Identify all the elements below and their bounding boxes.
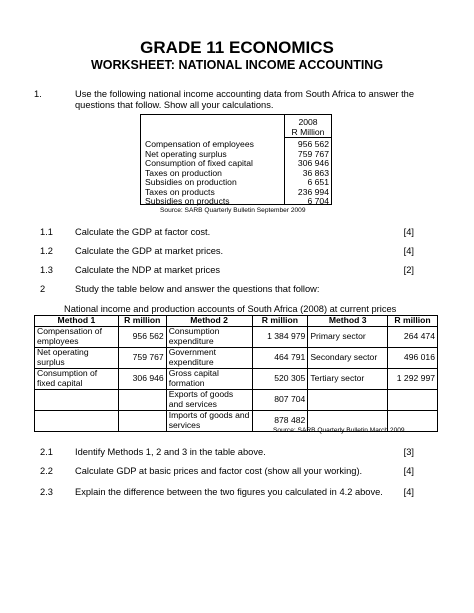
table-header-year: 2008 bbox=[298, 117, 318, 127]
table-cell: 496 016 bbox=[388, 348, 438, 369]
column-header: R million bbox=[118, 316, 166, 327]
question-number: 2 bbox=[40, 284, 46, 294]
question-number: 2.1 bbox=[40, 447, 53, 457]
table-row bbox=[145, 187, 329, 197]
question-number: 1.2 bbox=[40, 246, 53, 256]
table-cell bbox=[35, 411, 119, 432]
table-cell: 1 384 979 bbox=[252, 327, 308, 348]
table-header-unit: R Million bbox=[291, 127, 325, 137]
table-cell: Secondary sector bbox=[308, 348, 388, 369]
question-mark: [4] bbox=[403, 466, 414, 476]
question-number: 1. bbox=[34, 89, 42, 99]
table-cell bbox=[118, 390, 166, 411]
question-number: 1.1 bbox=[40, 227, 53, 237]
question-text-line: Use the following national income accounting data from South Africa to answer the bbox=[75, 89, 415, 99]
question-mark: [4] bbox=[403, 487, 414, 497]
table-row bbox=[145, 158, 329, 168]
question-mark: [3] bbox=[403, 447, 414, 457]
row-label: Taxes on products bbox=[145, 186, 215, 197]
question-text: Calculate the GDP at factor cost. bbox=[75, 227, 211, 237]
table-header-rule bbox=[284, 137, 332, 138]
table-cell: 520 305 bbox=[252, 369, 308, 390]
table-cell bbox=[35, 390, 119, 411]
table-cell bbox=[118, 411, 166, 432]
table-header-row bbox=[35, 316, 438, 327]
row-label: Net operating surplus bbox=[145, 148, 227, 159]
table-cell: 464 791 bbox=[252, 348, 308, 369]
table-cell: Government expenditure bbox=[166, 348, 252, 369]
table-cell: Consumption expenditure bbox=[166, 327, 252, 348]
table-cell: 956 562 bbox=[118, 327, 166, 348]
question-mark: [4] bbox=[403, 227, 414, 237]
question-text-line: questions that follow. Show all your calculations. bbox=[75, 100, 274, 110]
question-text: Calculate the GDP at market prices. bbox=[75, 246, 224, 256]
row-label: Subsidies on products bbox=[145, 196, 230, 206]
question-text: Explain the difference between the two figures you calculated in 4.2 above. bbox=[75, 487, 383, 497]
table-cell: Consumption of fixed capital bbox=[35, 369, 119, 390]
table-cell: Gross capital formation bbox=[166, 369, 252, 390]
question-number: 2.2 bbox=[40, 466, 53, 476]
table-cell: Imports of goods and services bbox=[166, 411, 252, 432]
table-cell: 306 946 bbox=[118, 369, 166, 390]
row-label: Compensation of employees bbox=[145, 139, 254, 149]
question-text: Calculate the NDP at market prices bbox=[75, 265, 221, 275]
table-row bbox=[145, 177, 329, 187]
table-cell: Primary sector bbox=[308, 327, 388, 348]
column-header: Method 1 bbox=[35, 316, 119, 327]
table-cell: 1 292 997 bbox=[388, 369, 438, 390]
question-number: 2.3 bbox=[40, 487, 53, 497]
column-header: R million bbox=[252, 316, 308, 327]
row-value: 36 863 bbox=[302, 167, 329, 178]
question-text: Calculate GDP at basic prices and factor cost (show all your working). bbox=[75, 466, 363, 476]
table-row bbox=[145, 168, 329, 178]
table-row bbox=[35, 348, 438, 369]
table-cell: 878 482 bbox=[252, 411, 308, 432]
question-text: Identify Methods 1, 2 and 3 in the table above. bbox=[75, 447, 266, 457]
table-row bbox=[35, 390, 438, 411]
row-value: 306 946 bbox=[297, 158, 329, 168]
row-label: Subsidies on production bbox=[145, 177, 237, 187]
table-row bbox=[145, 139, 329, 149]
table-cell: Net operating surplus bbox=[35, 348, 119, 369]
table-row bbox=[145, 196, 329, 206]
row-value: 6 704 bbox=[307, 196, 329, 206]
table-cell: 759 767 bbox=[118, 348, 166, 369]
table-cell bbox=[308, 390, 388, 411]
question-text: Study the table below and answer the questions that follow: bbox=[75, 284, 320, 294]
row-label: Consumption of fixed capital bbox=[145, 158, 253, 168]
question-mark: [2] bbox=[403, 265, 414, 275]
column-header: Method 2 bbox=[166, 316, 252, 327]
row-label: Taxes on production bbox=[145, 167, 222, 178]
table-cell: Tertiary sector bbox=[308, 369, 388, 390]
question-number: 1.3 bbox=[40, 265, 53, 275]
table-row bbox=[145, 149, 329, 159]
page-subtitle: WORKSHEET: NATIONAL INCOME ACCOUNTING bbox=[90, 58, 384, 72]
row-value: 759 767 bbox=[297, 148, 329, 159]
income-data-table bbox=[140, 114, 332, 205]
column-header: R million bbox=[388, 316, 438, 327]
table-source: Source: SARB Quarterly Bulletin March 2009 bbox=[273, 427, 405, 434]
table-caption: National income and production accounts of South Africa (2008) at current prices bbox=[64, 304, 397, 314]
table-cell: Exports of goods and services bbox=[166, 390, 252, 411]
table-cell: Compensation of employees bbox=[35, 327, 119, 348]
table-row bbox=[35, 369, 438, 390]
row-value: 6 651 bbox=[307, 177, 329, 187]
row-value: 956 562 bbox=[297, 139, 329, 149]
question-mark: [4] bbox=[403, 246, 414, 256]
table-cell: 807 704 bbox=[252, 390, 308, 411]
table-source: Source: SARB Quarterly Bulletin September 2009 bbox=[160, 207, 306, 214]
row-value: 236 994 bbox=[297, 186, 329, 197]
table-cell bbox=[388, 390, 438, 411]
table-cell: 264 474 bbox=[388, 327, 438, 348]
table-row bbox=[35, 327, 438, 348]
column-header: Method 3 bbox=[308, 316, 388, 327]
production-accounts-table bbox=[34, 315, 438, 432]
page-title: GRADE 11 ECONOMICS bbox=[140, 38, 334, 57]
